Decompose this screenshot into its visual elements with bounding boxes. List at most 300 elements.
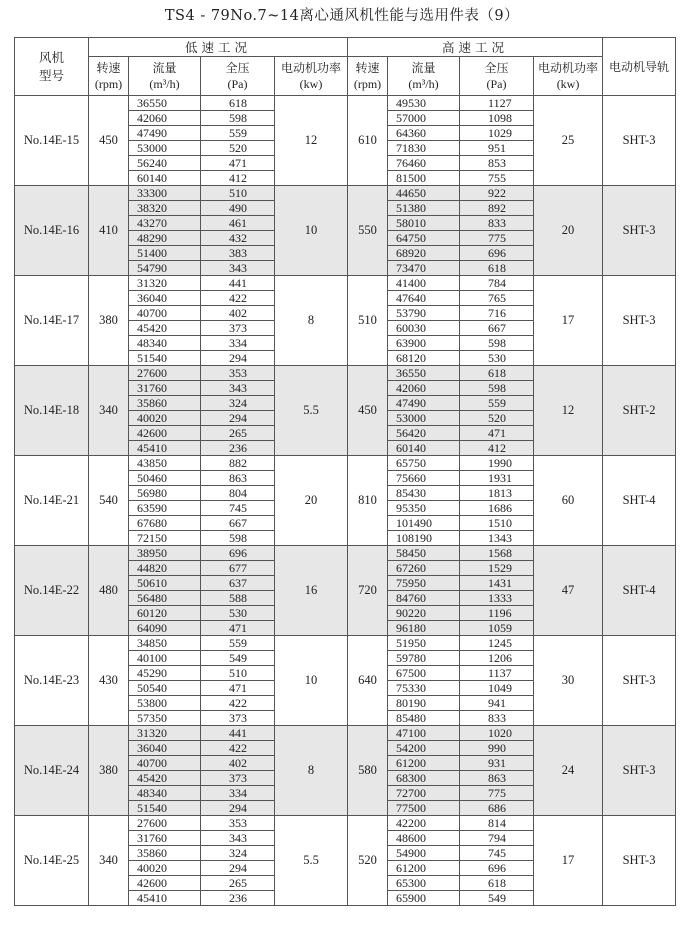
low-pressure-cell: 432 xyxy=(201,231,275,246)
high-flow-cell: 64360 xyxy=(388,126,460,141)
low-speed-group-header: 低速工况 xyxy=(89,38,348,57)
high-pressure-cell: 1137 xyxy=(460,666,534,681)
low-pressure-cell: 324 xyxy=(201,396,275,411)
low-power-cell: 5.5 xyxy=(275,366,348,456)
low-pressure-cell: 667 xyxy=(201,516,275,531)
low-flow-cell: 72150 xyxy=(129,531,201,546)
high-pressure-cell: 1059 xyxy=(460,621,534,636)
low-pressure-cell: 412 xyxy=(201,171,275,186)
model-group xyxy=(15,96,676,186)
high-power-cell: 17 xyxy=(534,276,603,366)
high-pressure-cell: 941 xyxy=(460,696,534,711)
low-flow-cell: 38320 xyxy=(129,201,201,216)
low-flow-cell: 48290 xyxy=(129,231,201,246)
low-flow-cell: 45420 xyxy=(129,321,201,336)
high-pressure-cell: 1206 xyxy=(460,651,534,666)
high-flow-cell: 65750 xyxy=(388,456,460,471)
high-flow-cell: 36550 xyxy=(388,366,460,381)
high-flow-cell: 81500 xyxy=(388,171,460,186)
model-group xyxy=(15,636,676,726)
low-pressure-cell: 383 xyxy=(201,246,275,261)
low-flow-cell: 42600 xyxy=(129,876,201,891)
high-flow-cell: 41400 xyxy=(388,276,460,291)
low-pressure-cell: 373 xyxy=(201,771,275,786)
high-flow-cell: 42200 xyxy=(388,816,460,831)
low-power-cell: 8 xyxy=(275,726,348,816)
high-pressure-cell: 1813 xyxy=(460,486,534,501)
low-flow-cell: 33300 xyxy=(129,186,201,201)
high-flow-cell: 75660 xyxy=(388,471,460,486)
high-flow-cell: 80190 xyxy=(388,696,460,711)
low-flow-cell: 56480 xyxy=(129,591,201,606)
high-pressure-cell: 618 xyxy=(460,261,534,276)
low-pressure-cell: 422 xyxy=(201,291,275,306)
high-pressure-cell: 833 xyxy=(460,711,534,726)
high-pressure-cell: 559 xyxy=(460,396,534,411)
high-flow-cell: 61200 xyxy=(388,756,460,771)
low-power-cell: 5.5 xyxy=(275,816,348,906)
model-cell: No.14E-16 xyxy=(15,186,89,276)
high-flow-cell: 101490 xyxy=(388,516,460,531)
high-flow-cell: 67500 xyxy=(388,666,460,681)
low-pressure-cell: 353 xyxy=(201,366,275,381)
high-flow-cell: 54900 xyxy=(388,846,460,861)
low-flow-cell: 43270 xyxy=(129,216,201,231)
high-pressure-cell: 618 xyxy=(460,366,534,381)
table-row xyxy=(15,276,676,291)
rail-header: 电动机导轨 xyxy=(603,38,676,96)
low-flow-cell: 60120 xyxy=(129,606,201,621)
high-flow-header: 流量 (m³/h) xyxy=(388,57,460,96)
low-pressure-cell: 559 xyxy=(201,636,275,651)
high-power-cell: 12 xyxy=(534,366,603,456)
low-pressure-cell: 324 xyxy=(201,846,275,861)
high-pressure-cell: 549 xyxy=(460,891,534,906)
high-speed-cell: 610 xyxy=(348,96,388,186)
model-cell: No.14E-22 xyxy=(15,546,89,636)
low-pressure-cell: 863 xyxy=(201,471,275,486)
low-flow-cell: 31320 xyxy=(129,726,201,741)
high-pressure-cell: 922 xyxy=(460,186,534,201)
low-flow-cell: 56240 xyxy=(129,156,201,171)
low-flow-cell: 36040 xyxy=(129,291,201,306)
low-pressure-cell: 588 xyxy=(201,591,275,606)
high-power-cell: 47 xyxy=(534,546,603,636)
rail-cell: SHT-3 xyxy=(603,96,676,186)
high-pressure-cell: 931 xyxy=(460,756,534,771)
low-pressure-cell: 402 xyxy=(201,306,275,321)
low-pressure-cell: 294 xyxy=(201,411,275,426)
low-pressure-cell: 637 xyxy=(201,576,275,591)
low-flow-cell: 64090 xyxy=(129,621,201,636)
low-pressure-cell: 804 xyxy=(201,486,275,501)
model-group xyxy=(15,546,676,636)
low-flow-cell: 36550 xyxy=(129,96,201,111)
low-power-cell: 12 xyxy=(275,96,348,186)
low-power-cell: 10 xyxy=(275,186,348,276)
rail-cell: SHT-3 xyxy=(603,816,676,906)
low-flow-cell: 40700 xyxy=(129,306,201,321)
high-pressure-cell: 745 xyxy=(460,846,534,861)
low-speed-cell: 340 xyxy=(89,366,129,456)
table-header xyxy=(15,38,676,96)
high-pressure-cell: 1931 xyxy=(460,471,534,486)
low-flow-cell: 63590 xyxy=(129,501,201,516)
high-pressure-cell: 833 xyxy=(460,216,534,231)
high-power-cell: 24 xyxy=(534,726,603,816)
high-speed-cell: 510 xyxy=(348,276,388,366)
high-pressure-cell: 716 xyxy=(460,306,534,321)
low-pressure-cell: 677 xyxy=(201,561,275,576)
high-flow-cell: 44650 xyxy=(388,186,460,201)
low-power-cell: 16 xyxy=(275,546,348,636)
low-flow-cell: 36040 xyxy=(129,741,201,756)
model-cell: No.14E-15 xyxy=(15,96,89,186)
table-row xyxy=(15,456,676,471)
low-flow-cell: 60140 xyxy=(129,171,201,186)
low-flow-cell: 47490 xyxy=(129,126,201,141)
high-flow-cell: 48600 xyxy=(388,831,460,846)
low-flow-cell: 31760 xyxy=(129,831,201,846)
high-pressure-header: 全压 (Pa) xyxy=(460,57,534,96)
low-pressure-cell: 471 xyxy=(201,156,275,171)
low-speed-cell: 380 xyxy=(89,726,129,816)
low-pressure-cell: 294 xyxy=(201,351,275,366)
low-flow-header: 流量 (m³/h) xyxy=(129,57,201,96)
low-pressure-cell: 343 xyxy=(201,261,275,276)
low-pressure-cell: 471 xyxy=(201,621,275,636)
low-pressure-cell: 471 xyxy=(201,681,275,696)
low-pressure-cell: 618 xyxy=(201,96,275,111)
high-flow-cell: 68300 xyxy=(388,771,460,786)
high-flow-cell: 65300 xyxy=(388,876,460,891)
low-flow-cell: 67680 xyxy=(129,516,201,531)
model-cell: No.14E-23 xyxy=(15,636,89,726)
high-pressure-cell: 1020 xyxy=(460,726,534,741)
high-pressure-cell: 696 xyxy=(460,861,534,876)
low-flow-cell: 42060 xyxy=(129,111,201,126)
high-pressure-cell: 765 xyxy=(460,291,534,306)
high-flow-cell: 61200 xyxy=(388,861,460,876)
low-power-cell: 8 xyxy=(275,276,348,366)
model-group xyxy=(15,726,676,816)
low-pressure-cell: 422 xyxy=(201,741,275,756)
high-pressure-cell: 990 xyxy=(460,741,534,756)
model-cell: No.14E-21 xyxy=(15,456,89,546)
low-flow-cell: 31760 xyxy=(129,381,201,396)
low-flow-cell: 44820 xyxy=(129,561,201,576)
high-pressure-cell: 853 xyxy=(460,156,534,171)
low-pressure-cell: 334 xyxy=(201,336,275,351)
low-pressure-cell: 598 xyxy=(201,111,275,126)
high-flow-cell: 59780 xyxy=(388,651,460,666)
high-flow-cell: 95350 xyxy=(388,501,460,516)
low-pressure-header: 全压 (Pa) xyxy=(201,57,275,96)
low-pressure-cell: 353 xyxy=(201,816,275,831)
model-cell: No.14E-25 xyxy=(15,816,89,906)
high-pressure-cell: 1990 xyxy=(460,456,534,471)
high-flow-cell: 47640 xyxy=(388,291,460,306)
low-flow-cell: 54790 xyxy=(129,261,201,276)
low-pressure-cell: 441 xyxy=(201,276,275,291)
high-flow-cell: 47100 xyxy=(388,726,460,741)
high-flow-cell: 64750 xyxy=(388,231,460,246)
high-flow-cell: 75950 xyxy=(388,576,460,591)
low-pressure-cell: 598 xyxy=(201,531,275,546)
low-flow-cell: 48340 xyxy=(129,336,201,351)
low-speed-cell: 340 xyxy=(89,816,129,906)
model-cell: No.14E-24 xyxy=(15,726,89,816)
high-pressure-cell: 814 xyxy=(460,816,534,831)
high-pressure-cell: 863 xyxy=(460,771,534,786)
high-pressure-cell: 1686 xyxy=(460,501,534,516)
low-pressure-cell: 530 xyxy=(201,606,275,621)
low-flow-cell: 50540 xyxy=(129,681,201,696)
low-flow-cell: 40020 xyxy=(129,411,201,426)
high-power-cell: 17 xyxy=(534,816,603,906)
low-pressure-cell: 696 xyxy=(201,546,275,561)
high-pressure-cell: 618 xyxy=(460,876,534,891)
low-power-header: 电动机功率 (kw) xyxy=(275,57,348,96)
low-pressure-cell: 265 xyxy=(201,876,275,891)
low-pressure-cell: 402 xyxy=(201,756,275,771)
high-flow-cell: 85430 xyxy=(388,486,460,501)
low-flow-cell: 45290 xyxy=(129,666,201,681)
high-pressure-cell: 1196 xyxy=(460,606,534,621)
high-speed-group-header: 高速工况 xyxy=(348,38,603,57)
high-flow-cell: 68920 xyxy=(388,246,460,261)
high-flow-cell: 90220 xyxy=(388,606,460,621)
high-flow-cell: 60030 xyxy=(388,321,460,336)
high-flow-cell: 58010 xyxy=(388,216,460,231)
high-power-cell: 20 xyxy=(534,186,603,276)
high-speed-header: 转速 (rpm) xyxy=(348,57,388,96)
table-row xyxy=(15,546,676,561)
high-flow-cell: 57000 xyxy=(388,111,460,126)
low-flow-cell: 45420 xyxy=(129,771,201,786)
low-flow-cell: 31320 xyxy=(129,276,201,291)
high-flow-cell: 96180 xyxy=(388,621,460,636)
rail-cell: SHT-3 xyxy=(603,186,676,276)
high-flow-cell: 108190 xyxy=(388,531,460,546)
high-flow-cell: 42060 xyxy=(388,381,460,396)
rail-cell: SHT-3 xyxy=(603,636,676,726)
model-group xyxy=(15,456,676,546)
high-pressure-cell: 1098 xyxy=(460,111,534,126)
low-pressure-cell: 294 xyxy=(201,861,275,876)
model-group xyxy=(15,186,676,276)
high-flow-cell: 75330 xyxy=(388,681,460,696)
low-power-cell: 10 xyxy=(275,636,348,726)
table-row xyxy=(15,366,676,381)
high-flow-cell: 53000 xyxy=(388,411,460,426)
low-pressure-cell: 510 xyxy=(201,186,275,201)
high-pressure-cell: 1529 xyxy=(460,561,534,576)
low-pressure-cell: 422 xyxy=(201,696,275,711)
high-pressure-cell: 1568 xyxy=(460,546,534,561)
low-flow-cell: 53800 xyxy=(129,696,201,711)
table-row xyxy=(15,816,676,831)
low-pressure-cell: 294 xyxy=(201,801,275,816)
rail-cell: SHT-4 xyxy=(603,546,676,636)
high-flow-cell: 67260 xyxy=(388,561,460,576)
high-pressure-cell: 598 xyxy=(460,381,534,396)
low-flow-cell: 51540 xyxy=(129,801,201,816)
low-flow-cell: 45410 xyxy=(129,441,201,456)
model-cell: No.14E-17 xyxy=(15,276,89,366)
high-flow-cell: 51950 xyxy=(388,636,460,651)
low-flow-cell: 38950 xyxy=(129,546,201,561)
low-flow-cell: 51400 xyxy=(129,246,201,261)
high-flow-cell: 84760 xyxy=(388,591,460,606)
high-flow-cell: 85480 xyxy=(388,711,460,726)
model-group xyxy=(15,276,676,366)
low-pressure-cell: 334 xyxy=(201,786,275,801)
low-flow-cell: 53000 xyxy=(129,141,201,156)
high-speed-cell: 450 xyxy=(348,366,388,456)
low-flow-cell: 27600 xyxy=(129,366,201,381)
low-flow-cell: 27600 xyxy=(129,816,201,831)
high-pressure-cell: 1431 xyxy=(460,576,534,591)
high-pressure-cell: 794 xyxy=(460,831,534,846)
high-pressure-cell: 892 xyxy=(460,201,534,216)
low-flow-cell: 43850 xyxy=(129,456,201,471)
model-group xyxy=(15,366,676,456)
low-pressure-cell: 265 xyxy=(201,426,275,441)
high-pressure-cell: 1510 xyxy=(460,516,534,531)
low-pressure-cell: 343 xyxy=(201,381,275,396)
high-speed-cell: 640 xyxy=(348,636,388,726)
high-flow-cell: 58450 xyxy=(388,546,460,561)
high-power-cell: 30 xyxy=(534,636,603,726)
low-pressure-cell: 441 xyxy=(201,726,275,741)
high-flow-cell: 76460 xyxy=(388,156,460,171)
low-pressure-cell: 490 xyxy=(201,201,275,216)
high-flow-cell: 71830 xyxy=(388,141,460,156)
low-pressure-cell: 882 xyxy=(201,456,275,471)
high-pressure-cell: 530 xyxy=(460,351,534,366)
low-flow-cell: 50460 xyxy=(129,471,201,486)
model-cell: No.14E-18 xyxy=(15,366,89,456)
low-speed-cell: 480 xyxy=(89,546,129,636)
rail-cell: SHT-3 xyxy=(603,726,676,816)
model-group xyxy=(15,816,676,906)
high-pressure-cell: 1127 xyxy=(460,96,534,111)
high-flow-cell: 72700 xyxy=(388,786,460,801)
low-flow-cell: 57350 xyxy=(129,711,201,726)
table-row xyxy=(15,636,676,651)
high-flow-cell: 56420 xyxy=(388,426,460,441)
high-power-cell: 60 xyxy=(534,456,603,546)
low-speed-cell: 430 xyxy=(89,636,129,726)
low-pressure-cell: 559 xyxy=(201,126,275,141)
low-pressure-cell: 549 xyxy=(201,651,275,666)
high-flow-cell: 54200 xyxy=(388,741,460,756)
high-speed-cell: 550 xyxy=(348,186,388,276)
low-pressure-cell: 373 xyxy=(201,321,275,336)
high-flow-cell: 60140 xyxy=(388,441,460,456)
high-flow-cell: 65900 xyxy=(388,891,460,906)
high-power-cell: 25 xyxy=(534,96,603,186)
low-flow-cell: 50610 xyxy=(129,576,201,591)
high-pressure-cell: 775 xyxy=(460,786,534,801)
high-pressure-cell: 686 xyxy=(460,801,534,816)
rail-cell: SHT-2 xyxy=(603,366,676,456)
high-pressure-cell: 471 xyxy=(460,426,534,441)
low-speed-header: 转速 (rpm) xyxy=(89,57,129,96)
high-pressure-cell: 1049 xyxy=(460,681,534,696)
high-speed-cell: 810 xyxy=(348,456,388,546)
high-pressure-cell: 1343 xyxy=(460,531,534,546)
high-pressure-cell: 667 xyxy=(460,321,534,336)
low-speed-cell: 380 xyxy=(89,276,129,366)
high-flow-cell: 73470 xyxy=(388,261,460,276)
low-speed-cell: 540 xyxy=(89,456,129,546)
high-pressure-cell: 755 xyxy=(460,171,534,186)
high-flow-cell: 49530 xyxy=(388,96,460,111)
low-flow-cell: 35860 xyxy=(129,396,201,411)
high-pressure-cell: 1333 xyxy=(460,591,534,606)
low-pressure-cell: 373 xyxy=(201,711,275,726)
low-pressure-cell: 745 xyxy=(201,501,275,516)
high-pressure-cell: 784 xyxy=(460,276,534,291)
low-flow-cell: 40100 xyxy=(129,651,201,666)
high-speed-cell: 720 xyxy=(348,546,388,636)
page-title: TS4 - 79No.7~14离心通风机性能与选用件表（9） xyxy=(164,8,520,24)
high-speed-cell: 580 xyxy=(348,726,388,816)
low-speed-cell: 410 xyxy=(89,186,129,276)
low-flow-cell: 45410 xyxy=(129,891,201,906)
model-header-line1: 风机 xyxy=(38,50,64,65)
low-pressure-cell: 236 xyxy=(201,441,275,456)
high-pressure-cell: 598 xyxy=(460,336,534,351)
low-flow-cell: 56980 xyxy=(129,486,201,501)
table-row xyxy=(15,96,676,111)
high-flow-cell: 68120 xyxy=(388,351,460,366)
low-pressure-cell: 510 xyxy=(201,666,275,681)
low-flow-cell: 35860 xyxy=(129,846,201,861)
rail-cell: SHT-4 xyxy=(603,456,676,546)
model-header xyxy=(15,38,89,96)
low-flow-cell: 34850 xyxy=(129,636,201,651)
rail-cell: SHT-3 xyxy=(603,276,676,366)
high-pressure-cell: 951 xyxy=(460,141,534,156)
high-flow-cell: 77500 xyxy=(388,801,460,816)
low-pressure-cell: 236 xyxy=(201,891,275,906)
high-flow-cell: 53790 xyxy=(388,306,460,321)
low-flow-cell: 40700 xyxy=(129,756,201,771)
high-flow-cell: 51380 xyxy=(388,201,460,216)
low-flow-cell: 42600 xyxy=(129,426,201,441)
high-pressure-cell: 1029 xyxy=(460,126,534,141)
low-pressure-cell: 343 xyxy=(201,831,275,846)
high-flow-cell: 63900 xyxy=(388,336,460,351)
high-flow-cell: 47490 xyxy=(388,396,460,411)
low-power-cell: 20 xyxy=(275,456,348,546)
low-flow-cell: 48340 xyxy=(129,786,201,801)
high-pressure-cell: 775 xyxy=(460,231,534,246)
high-pressure-cell: 520 xyxy=(460,411,534,426)
high-pressure-cell: 696 xyxy=(460,246,534,261)
high-speed-cell: 520 xyxy=(348,816,388,906)
table-row xyxy=(15,726,676,741)
low-flow-cell: 51540 xyxy=(129,351,201,366)
high-pressure-cell: 412 xyxy=(460,441,534,456)
low-pressure-cell: 520 xyxy=(201,141,275,156)
low-pressure-cell: 461 xyxy=(201,216,275,231)
high-pressure-cell: 1245 xyxy=(460,636,534,651)
low-flow-cell: 40020 xyxy=(129,861,201,876)
